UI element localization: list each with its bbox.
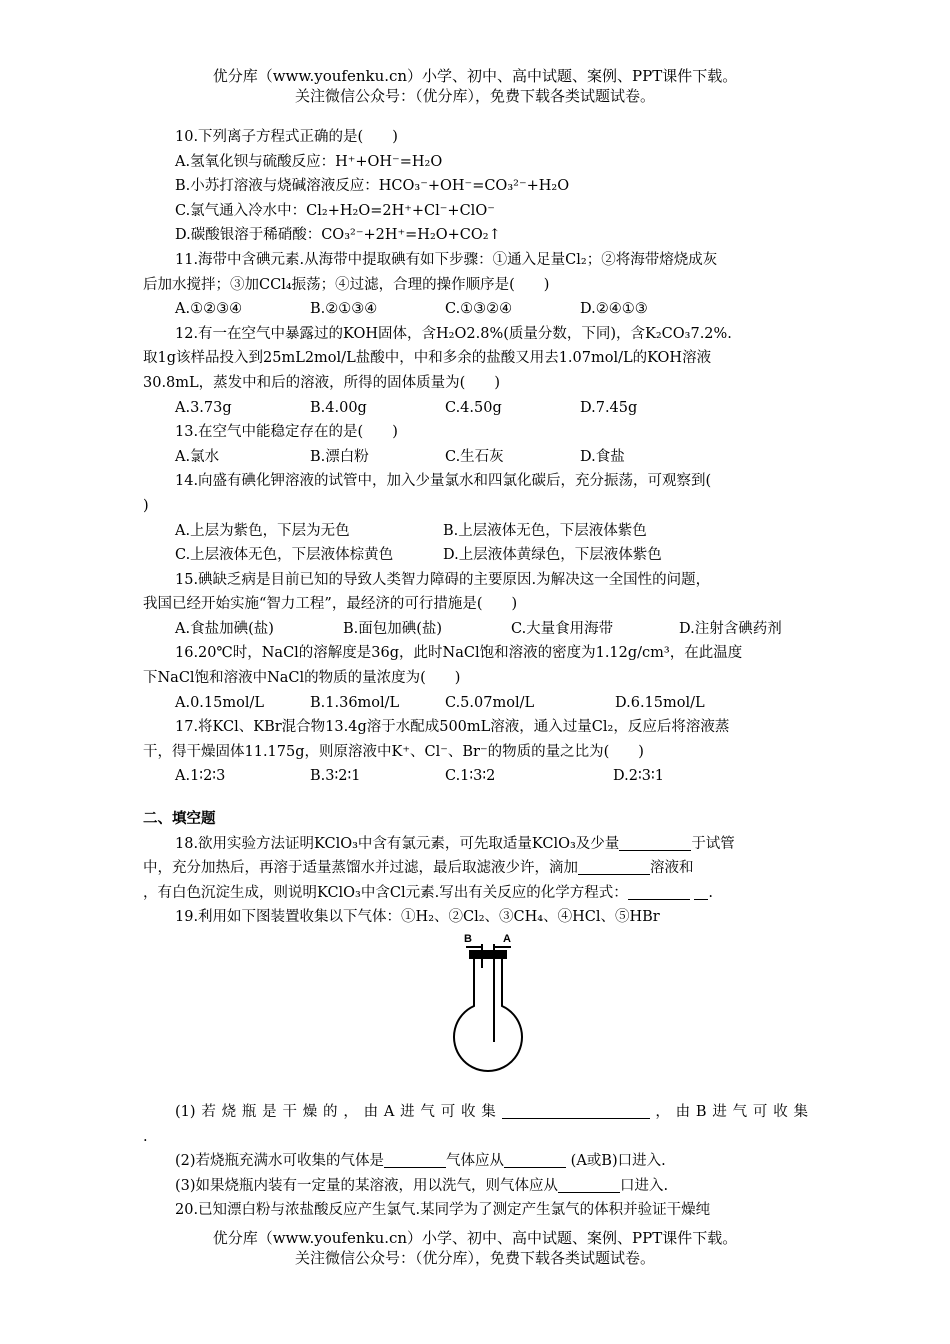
q18-blank-4[interactable] [694, 883, 708, 900]
q16-option-c: C.5.07mol/L [445, 694, 535, 711]
q17-options [143, 764, 808, 789]
q17-option-c: C.1∶3∶2 [445, 768, 496, 785]
q10-stem: 10.下列离子方程式正确的是( ) [175, 129, 398, 145]
flask-diagram [443, 930, 553, 1098]
q18-blank-1[interactable] [619, 834, 691, 851]
q19-sub-2 [143, 1149, 808, 1174]
q19-sub-1-text: (1)若烧瓶是干燥的，由A进气可收集 [175, 1104, 502, 1120]
q10-option-d: D.碳酸银溶于稀硝酸：CO₃²⁻+2H⁺=H₂O+CO₂↑ [175, 227, 501, 244]
q18-line-2 [143, 856, 808, 881]
q18-blank-3[interactable] [628, 883, 690, 900]
round-bottom-flask [454, 959, 522, 1071]
q18-line-1 [143, 832, 808, 857]
flask-stopper [469, 950, 507, 959]
q19-sub-2-tail: (A或B)口进入. [570, 1153, 666, 1170]
q19-blank-3[interactable] [504, 1151, 566, 1168]
q15-option-a: A.食盐加碘(盐) [175, 620, 274, 637]
q16-option-b: B.1.36mol/L [310, 694, 400, 711]
flask-apparatus-figure [143, 930, 808, 1100]
q12-options [143, 396, 808, 421]
q11-options [143, 297, 808, 322]
page-header [0, 66, 950, 106]
q19-sub-2-mid: 气体应从 [446, 1153, 505, 1170]
q12-option-c: C.4.50g [445, 399, 502, 416]
flask-label-b: B [464, 933, 472, 945]
q11-stem-line-1: 11.海带中含碘元素.从海带中提取碘有如下步骤：①通入足量Cl₂；②将海带熔烧成灰 [175, 251, 718, 268]
q14-options-row-1 [143, 519, 808, 544]
q12-option-d: D.7.45g [580, 399, 638, 416]
q18-line-1-text: 18.欲用实验方法证明KClO₃中含有氯元素，可先取适量KClO₃及少量 [175, 835, 620, 852]
q18-line-1-tail: 于试管 [691, 835, 735, 852]
q18-line-3-tail: . [708, 884, 713, 901]
q10-option-b: B.小苏打溶液与烧碱溶液反应：HCO₃⁻+OH⁻=CO₃²⁻+H₂O [175, 178, 570, 195]
footer-line-1: 优分库（www.youfenku.cn）小学、初中、高中试题、案例、PPT课件下载。 [212, 1229, 738, 1247]
q15-option-d: D.注射含碘药剂 [679, 620, 782, 637]
header-line-1: 优分库（www.youfenku.cn）小学、初中、高中试题、案例、PPT课件下载。 [212, 67, 738, 85]
q19-stem: 19.利用如下图装置收集以下气体：①H₂、②Cl₂、③CH₄、④HCl、⑤HBr [175, 909, 660, 926]
q16-stem-line-2: 下NaCl饱和溶液中NaCl的物质的量浓度为( ) [143, 670, 461, 687]
q19-sub-1-mid: ，由B进气可收集 [649, 1104, 808, 1120]
q12-stem-line-2: 取1g该样品投入到25mL2mol/L盐酸中，中和多余的盐酸又用去1.07mol/L的KOH溶液 [143, 350, 712, 367]
q14-option-b: B.上层液体无色，下层液体紫色 [443, 522, 647, 539]
q18-line-3-text: ，有白色沉淀生成，则说明KClO₃中含Cl元素.写出有关反应的化学方程式： [143, 884, 628, 901]
q17-option-a: A.1∶2∶3 [175, 768, 226, 785]
q19-sub-1-line-1 [143, 1100, 808, 1125]
q15-stem-line-2: 我国已经开始实施“智力工程”，最经济的可行措施是( ) [143, 596, 518, 613]
q17-stem-line-1: 17.将KCl、KBr混合物13.4g溶于水配成500mL溶液，通入过量Cl₂，反应后将溶液蒸 [175, 719, 730, 736]
q15-options [143, 617, 808, 642]
q14-option-c: C.上层液体无色，下层液体棕黄色 [175, 547, 394, 564]
q12-option-b: B.4.00g [310, 399, 367, 416]
q13-option-a: A.氯水 [175, 448, 220, 465]
q13-options [143, 445, 808, 470]
q19-sub-3-text: (3)如果烧瓶内装有一定量的某溶液，用以洗气，则气体应从 [175, 1177, 559, 1194]
q17-stem-line-2: 干，得干燥固体11.175g，则原溶液中K⁺、Cl⁻、Br⁻的物质的量之比为( ) [143, 743, 644, 760]
q14-options-row-2 [143, 543, 808, 568]
q12-stem-line-3: 30.8mL，蒸发中和后的溶液，所得的固体质量为( ) [143, 374, 500, 391]
q19-sub-3-tail: 口进入. [620, 1177, 669, 1194]
flask-label-a: A [503, 933, 511, 945]
q19-blank-4[interactable] [558, 1176, 620, 1193]
q13-option-c: C.生石灰 [445, 448, 504, 465]
q18-blank-2[interactable] [578, 858, 650, 875]
q19-sub-1-line-2: . [143, 1128, 148, 1145]
header-line-2: 关注微信公众号：（优分库），免费下载各类试题试卷。 [294, 87, 655, 105]
q11-option-a: A.①②③④ [175, 301, 243, 318]
q12-stem-line-1: 12.有一在空气中暴露过的KOH固体，含H₂O2.8%(质量分数，下同)，含K₂CO₃7.2%. [175, 325, 732, 342]
q13-option-b: B.漂白粉 [310, 448, 369, 465]
q11-option-b: B.②①③④ [310, 301, 378, 318]
page-footer [0, 1228, 950, 1268]
q18-line-2-text: 中，充分加热后，再溶于适量蒸馏水并过滤，最后取滤液少许，滴加 [143, 860, 578, 877]
q14-option-d: D.上层液体黄绿色，下层液体紫色 [443, 547, 662, 564]
q17-option-b: B.3∶2∶1 [310, 768, 361, 785]
q16-stem-line-1: 16.20℃时，NaCl的溶解度是36g，此时NaCl饱和溶液的密度为1.12g/cm³，在此温度 [175, 645, 743, 662]
section-title-fill-in: 二、填空题 [143, 811, 216, 828]
footer-line-2: 关注微信公众号：（优分库），免费下载各类试题试卷。 [294, 1249, 655, 1267]
q17-option-d: D.2∶3∶1 [613, 768, 664, 785]
q14-stem-line-1: 14.向盛有碘化钾溶液的试管中，加入少量氯水和四氯化碳后，充分振荡，可观察到( [175, 473, 712, 490]
q16-options [143, 691, 808, 716]
exam-content [143, 125, 808, 1223]
q10-option-c: C.氯气通入冷水中：Cl₂+H₂O=2H⁺+Cl⁻+ClO⁻ [175, 202, 495, 219]
q19-blank-2[interactable] [384, 1151, 446, 1168]
q18-line-2-tail: 溶液和 [650, 860, 694, 877]
q11-stem-line-2: 后加水搅拌；③加CCl₄振荡；④过滤，合理的操作顺序是( ) [143, 276, 550, 293]
q11-option-d: D.②④①③ [580, 301, 648, 318]
q19-sub-2-text: (2)若烧瓶充满水可收集的气体是 [175, 1153, 385, 1170]
q15-option-b: B.面包加碘(盐) [343, 620, 443, 637]
q15-stem-line-1: 15.碘缺乏病是目前已知的导致人类智力障碍的主要原因.为解决这一全国性的问题， [175, 571, 711, 588]
q15-option-c: C.大量食用海带 [511, 620, 614, 637]
q13-option-d: D.食盐 [580, 448, 625, 465]
q18-line-3 [143, 881, 808, 906]
q16-option-d: D.6.15mol/L [615, 694, 705, 711]
q19-sub-3 [143, 1174, 808, 1199]
q13-stem: 13.在空气中能稳定存在的是( ) [175, 424, 398, 441]
q14-stem-line-2: ) [143, 497, 149, 514]
q12-option-a: A.3.73g [175, 399, 232, 416]
q19-blank-1[interactable] [502, 1102, 650, 1119]
q16-option-a: A.0.15mol/L [175, 694, 264, 711]
q14-option-a: A.上层为紫色，下层为无色 [175, 522, 350, 539]
q11-option-c: C.①③②④ [445, 301, 513, 318]
q10-option-a: A.氢氧化钡与硫酸反应：H⁺+OH⁻=H₂O [175, 153, 443, 170]
q20-stem: 20.已知漂白粉与浓盐酸反应产生氯气.某同学为了测定产生氯气的体积并验证干燥纯 [175, 1202, 711, 1219]
